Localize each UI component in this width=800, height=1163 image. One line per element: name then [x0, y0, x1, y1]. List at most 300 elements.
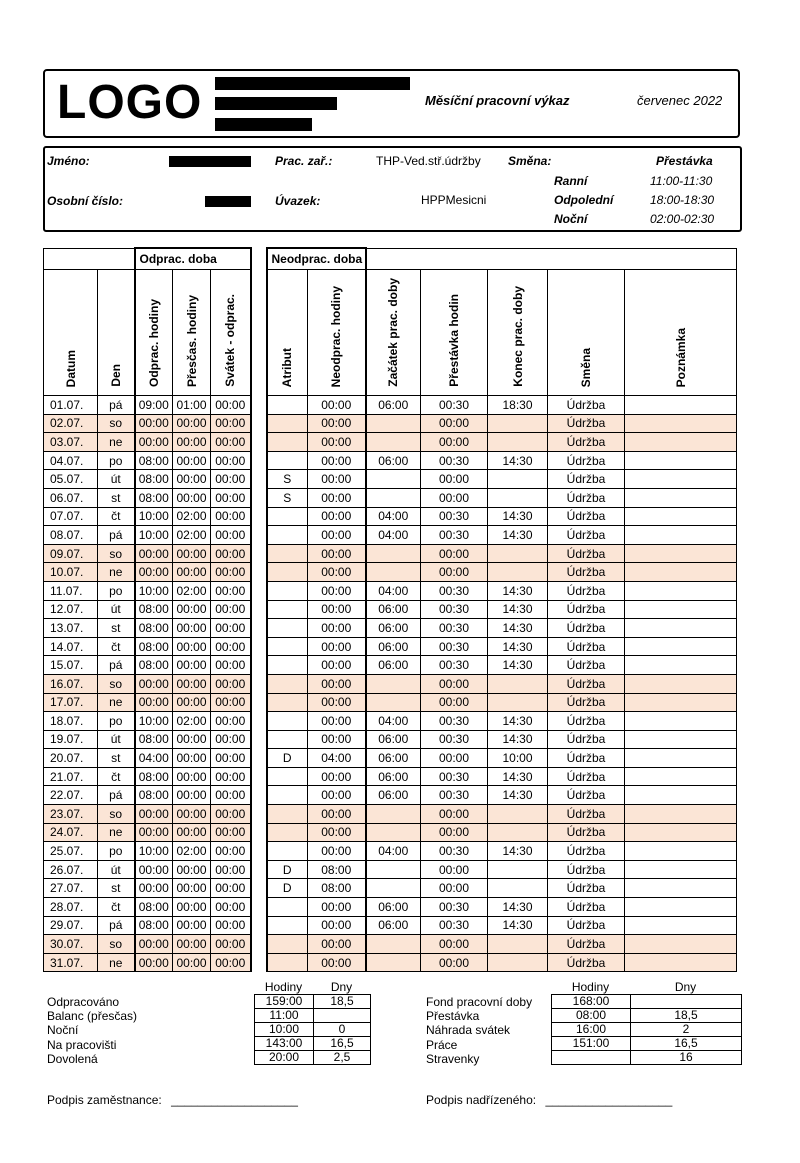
cell-unworked: 00:00: [308, 544, 366, 563]
cell-overtime: 00:00: [173, 619, 211, 638]
cell-end: 14:30: [488, 916, 548, 935]
cell-start: 06:00: [366, 619, 421, 638]
company-logo: LOGO: [57, 76, 203, 129]
cell-end: 14:30: [488, 656, 548, 675]
cell-overtime: 00:00: [173, 674, 211, 693]
cell-break: 00:00: [421, 563, 488, 582]
summary-hours: 10:00: [255, 1023, 314, 1037]
cell-break: 00:00: [421, 433, 488, 452]
cell-worked: 00:00: [135, 879, 173, 898]
cell-worked: 08:00: [135, 916, 173, 935]
cell-holiday: 00:00: [211, 507, 251, 526]
table-row: [44, 767, 737, 786]
group-empty: [44, 248, 135, 270]
cell-day: pá: [98, 396, 135, 415]
cell-shift: Údržba: [548, 712, 625, 731]
cell-start: [366, 879, 421, 898]
cell-unworked: 00:00: [308, 451, 366, 470]
cell-holiday: 00:00: [211, 730, 251, 749]
cell-day: ne: [98, 563, 135, 582]
cell-break: 00:30: [421, 396, 488, 415]
timesheet-rows: [44, 396, 737, 972]
table-row: [44, 786, 737, 805]
summary-row: [255, 1037, 371, 1051]
cell-end: 14:30: [488, 712, 548, 731]
summary-days: 16,5: [631, 1037, 742, 1051]
department-value: THP-Ved.stř.údržby: [376, 154, 481, 168]
cell-attribute: [267, 674, 308, 693]
cell-date: 06.07.: [44, 488, 98, 507]
cell-attribute: [267, 842, 308, 861]
manager-signature-line[interactable]: ___________________: [545, 1093, 673, 1107]
cell-break: 00:30: [421, 730, 488, 749]
employee-signature-line[interactable]: ___________________: [171, 1093, 298, 1107]
table-row: [44, 544, 737, 563]
summary-hours: 16:00: [552, 1023, 631, 1037]
cell-note: [625, 470, 737, 489]
cell-date: 19.07.: [44, 730, 98, 749]
summary-label: Fond pracovní doby: [426, 995, 533, 1009]
cell-unworked: 00:00: [308, 823, 366, 842]
cell-worked: 00:00: [135, 414, 173, 433]
cell-attribute: S: [267, 470, 308, 489]
cell-unworked: 00:00: [308, 600, 366, 619]
table-row: [44, 916, 737, 935]
cell-attribute: S: [267, 488, 308, 507]
cell-shift: Údržba: [548, 730, 625, 749]
cell-start: 04:00: [366, 507, 421, 526]
col-work-start: Začátek prac. doby: [366, 270, 421, 396]
cell-break: 00:00: [421, 693, 488, 712]
cell-break: 00:00: [421, 749, 488, 768]
summary-label: Noční: [47, 1023, 79, 1038]
cell-start: 06:00: [366, 730, 421, 749]
cell-day: pá: [98, 656, 135, 675]
cell-start: 06:00: [366, 786, 421, 805]
cell-break: 00:00: [421, 470, 488, 489]
table-row: [44, 842, 737, 861]
cell-unworked: 00:00: [308, 953, 366, 972]
load-value: HPPMesicni: [421, 193, 487, 207]
table-row: [44, 433, 737, 452]
cell-overtime: 00:00: [173, 433, 211, 452]
cell-end: 14:30: [488, 451, 548, 470]
cell-worked: 08:00: [135, 451, 173, 470]
cell-worked: 00:00: [135, 544, 173, 563]
cell-day: pá: [98, 526, 135, 545]
cell-shift: Údržba: [548, 656, 625, 675]
summary-days: 16: [631, 1051, 742, 1065]
cell-unworked: 00:00: [308, 470, 366, 489]
cell-shift: Údržba: [548, 749, 625, 768]
cell-end: 14:30: [488, 767, 548, 786]
cell-overtime: 00:00: [173, 935, 211, 954]
cell-worked: 08:00: [135, 730, 173, 749]
cell-date: 02.07.: [44, 414, 98, 433]
cell-start: [366, 674, 421, 693]
cell-day: út: [98, 730, 135, 749]
cell-end: 14:30: [488, 637, 548, 656]
cell-attribute: [267, 805, 308, 824]
cell-overtime: 00:00: [173, 637, 211, 656]
cell-start: 06:00: [366, 898, 421, 917]
cell-shift: Údržba: [548, 842, 625, 861]
cell-end: [488, 693, 548, 712]
cell-start: 04:00: [366, 712, 421, 731]
cell-unworked: 00:00: [308, 526, 366, 545]
table-row: [44, 656, 737, 675]
cell-holiday: 00:00: [211, 842, 251, 861]
cell-start: [366, 488, 421, 507]
summary-hours: 143:00: [255, 1037, 314, 1051]
cell-shift: Údržba: [548, 488, 625, 507]
summary-hours: 159:00: [255, 995, 314, 1009]
cell-shift: Údržba: [548, 674, 625, 693]
cell-unworked: 00:00: [308, 786, 366, 805]
cell-unworked: 00:00: [308, 842, 366, 861]
employee-signature-label: Podpis zaměstnance:: [47, 1093, 162, 1107]
col-day: Den: [98, 270, 135, 396]
cell-shift: Údržba: [548, 396, 625, 415]
cell-worked: 08:00: [135, 656, 173, 675]
cell-holiday: 00:00: [211, 581, 251, 600]
summary-row: [552, 1023, 742, 1037]
table-row: [44, 898, 737, 917]
cell-holiday: 00:00: [211, 823, 251, 842]
cell-start: 06:00: [366, 749, 421, 768]
cell-holiday: 00:00: [211, 451, 251, 470]
cell-day: čt: [98, 507, 135, 526]
cell-shift: Údržba: [548, 786, 625, 805]
table-row: [44, 879, 737, 898]
cell-day: ne: [98, 823, 135, 842]
cell-date: 10.07.: [44, 563, 98, 582]
cell-start: [366, 693, 421, 712]
cell-day: so: [98, 544, 135, 563]
cell-end: [488, 563, 548, 582]
table-row: [44, 693, 737, 712]
cell-note: [625, 619, 737, 638]
shift-break-night: 02:00-02:30: [650, 212, 715, 226]
summary-days: 2,5: [314, 1051, 371, 1065]
cell-start: [366, 470, 421, 489]
cell-unworked: 00:00: [308, 693, 366, 712]
cell-note: [625, 396, 737, 415]
cell-date: 05.07.: [44, 470, 98, 489]
cell-date: 14.07.: [44, 637, 98, 656]
summary-days: 2: [631, 1023, 742, 1037]
cell-overtime: 01:00: [173, 396, 211, 415]
cell-day: st: [98, 879, 135, 898]
cell-day: út: [98, 470, 135, 489]
cell-shift: Údržba: [548, 935, 625, 954]
cell-attribute: [267, 767, 308, 786]
cell-break: 00:00: [421, 488, 488, 507]
col-worked-hours: Odprac. hodiny: [135, 270, 173, 396]
cell-break: 00:30: [421, 786, 488, 805]
cell-worked: 00:00: [135, 823, 173, 842]
cell-end: 14:30: [488, 730, 548, 749]
summary-label: Náhrada svátek: [426, 1023, 511, 1038]
summary-row: [552, 1009, 742, 1023]
summary-days: [631, 995, 742, 1009]
cell-holiday: 00:00: [211, 526, 251, 545]
cell-date: 04.07.: [44, 451, 98, 470]
cell-date: 24.07.: [44, 823, 98, 842]
cell-break: 00:30: [421, 842, 488, 861]
cell-overtime: 00:00: [173, 563, 211, 582]
cell-date: 23.07.: [44, 805, 98, 824]
cell-shift: Údržba: [548, 470, 625, 489]
summary-row: [255, 1023, 371, 1037]
cell-day: ne: [98, 693, 135, 712]
cell-unworked: 00:00: [308, 730, 366, 749]
summary-row: [552, 1051, 742, 1065]
summary-days: 18,5: [314, 995, 371, 1009]
employee-info: [43, 146, 742, 232]
report-month: červenec 2022: [637, 93, 723, 108]
load-label: Úvazek:: [275, 194, 321, 208]
cell-attribute: D: [267, 749, 308, 768]
cell-unworked: 00:00: [308, 507, 366, 526]
cell-worked: 00:00: [135, 953, 173, 972]
cell-note: [625, 581, 737, 600]
cell-overtime: 00:00: [173, 600, 211, 619]
cell-unworked: 00:00: [308, 805, 366, 824]
redacted-name: [169, 156, 251, 167]
cell-day: so: [98, 805, 135, 824]
cell-attribute: [267, 823, 308, 842]
cell-attribute: [267, 619, 308, 638]
cell-break: 00:00: [421, 935, 488, 954]
cell-holiday: 00:00: [211, 544, 251, 563]
cell-start: 04:00: [366, 842, 421, 861]
table-row: [44, 526, 737, 545]
cell-overtime: 00:00: [173, 749, 211, 768]
cell-end: 10:00: [488, 749, 548, 768]
cell-date: 01.07.: [44, 396, 98, 415]
redacted-company-line-3: [215, 118, 312, 131]
cell-date: 22.07.: [44, 786, 98, 805]
cell-end: [488, 544, 548, 563]
cell-holiday: 00:00: [211, 470, 251, 489]
cell-break: 00:30: [421, 526, 488, 545]
cell-start: 06:00: [366, 767, 421, 786]
cell-overtime: 00:00: [173, 544, 211, 563]
cell-note: [625, 637, 737, 656]
cell-attribute: [267, 916, 308, 935]
cell-holiday: 00:00: [211, 600, 251, 619]
summary-label: Dovolená: [47, 1051, 98, 1066]
cell-worked: 00:00: [135, 563, 173, 582]
summary-right-hours-header: Hodiny: [571, 980, 610, 994]
cell-start: [366, 433, 421, 452]
cell-worked: 09:00: [135, 396, 173, 415]
cell-holiday: 00:00: [211, 860, 251, 879]
cell-unworked: 00:00: [308, 674, 366, 693]
cell-worked: 08:00: [135, 600, 173, 619]
cell-note: [625, 563, 737, 582]
cell-end: [488, 860, 548, 879]
summary-right-table: [551, 994, 742, 1065]
timesheet-table: [43, 247, 737, 972]
cell-attribute: [267, 526, 308, 545]
cell-end: 14:30: [488, 581, 548, 600]
cell-worked: 10:00: [135, 842, 173, 861]
cell-day: st: [98, 488, 135, 507]
table-row: [44, 581, 737, 600]
cell-worked: 08:00: [135, 619, 173, 638]
cell-break: 00:00: [421, 805, 488, 824]
break-label: Přestávka: [656, 154, 713, 168]
summary-days: 16,5: [314, 1037, 371, 1051]
cell-start: [366, 953, 421, 972]
cell-overtime: 00:00: [173, 730, 211, 749]
summary-days: [314, 1009, 371, 1023]
cell-shift: Údržba: [548, 953, 625, 972]
table-row: [44, 953, 737, 972]
cell-note: [625, 433, 737, 452]
manager-signature-label: Podpis nadřízeného:: [426, 1093, 537, 1107]
cell-shift: Údržba: [548, 916, 625, 935]
cell-end: 14:30: [488, 600, 548, 619]
cell-worked: 08:00: [135, 488, 173, 507]
cell-end: 14:30: [488, 507, 548, 526]
table-row: [44, 674, 737, 693]
cell-attribute: [267, 581, 308, 600]
table-row: [44, 935, 737, 954]
cell-unworked: 00:00: [308, 712, 366, 731]
cell-break: 00:00: [421, 544, 488, 563]
cell-end: 18:30: [488, 396, 548, 415]
table-row: [44, 414, 737, 433]
cell-note: [625, 860, 737, 879]
cell-break: 00:30: [421, 581, 488, 600]
cell-start: 06:00: [366, 637, 421, 656]
department-label: Prac. zař.:: [275, 154, 333, 168]
cell-holiday: 00:00: [211, 433, 251, 452]
cell-overtime: 00:00: [173, 823, 211, 842]
summary-left-hours-header: Hodiny: [264, 980, 303, 994]
summary-row: [552, 1037, 742, 1051]
cell-end: [488, 414, 548, 433]
table-row: [44, 563, 737, 582]
cell-start: 04:00: [366, 526, 421, 545]
table-row: [44, 637, 737, 656]
cell-end: 14:30: [488, 526, 548, 545]
cell-break: 00:00: [421, 860, 488, 879]
cell-worked: 00:00: [135, 805, 173, 824]
cell-end: 14:30: [488, 898, 548, 917]
cell-date: 07.07.: [44, 507, 98, 526]
cell-day: ne: [98, 433, 135, 452]
cell-shift: Údržba: [548, 526, 625, 545]
cell-day: so: [98, 935, 135, 954]
cell-unworked: 00:00: [308, 637, 366, 656]
cell-attribute: [267, 712, 308, 731]
cell-worked: 00:00: [135, 693, 173, 712]
cell-shift: Údržba: [548, 693, 625, 712]
cell-day: so: [98, 414, 135, 433]
cell-note: [625, 674, 737, 693]
cell-holiday: 00:00: [211, 749, 251, 768]
cell-date: 12.07.: [44, 600, 98, 619]
cell-start: [366, 414, 421, 433]
cell-date: 26.07.: [44, 860, 98, 879]
summary-hours: [552, 1051, 631, 1065]
cell-day: ne: [98, 953, 135, 972]
personal-number-label: Osobní číslo:: [47, 194, 124, 208]
cell-holiday: 00:00: [211, 637, 251, 656]
col-date: Datum: [44, 270, 98, 396]
group-empty-right: [366, 248, 737, 270]
cell-note: [625, 935, 737, 954]
table-row: [44, 396, 737, 415]
cell-note: [625, 730, 737, 749]
cell-note: [625, 842, 737, 861]
cell-shift: Údržba: [548, 600, 625, 619]
cell-worked: 08:00: [135, 470, 173, 489]
cell-day: st: [98, 749, 135, 768]
table-row: [44, 805, 737, 824]
redacted-company-line-1: [215, 77, 410, 90]
cell-note: [625, 414, 737, 433]
summary-left-table: [254, 994, 371, 1065]
cell-break: 00:30: [421, 916, 488, 935]
cell-break: 00:00: [421, 879, 488, 898]
cell-unworked: 00:00: [308, 581, 366, 600]
cell-start: [366, 935, 421, 954]
cell-break: 00:30: [421, 767, 488, 786]
cell-start: 06:00: [366, 600, 421, 619]
col-shift: Směna: [548, 270, 625, 396]
cell-note: [625, 953, 737, 972]
summary-left-days-header: Dny: [330, 980, 353, 994]
cell-shift: Údržba: [548, 767, 625, 786]
cell-overtime: 02:00: [173, 507, 211, 526]
summary-label: Práce: [426, 1037, 458, 1052]
cell-attribute: [267, 730, 308, 749]
cell-unworked: 00:00: [308, 488, 366, 507]
cell-holiday: 00:00: [211, 656, 251, 675]
summary-label: Přestávka: [426, 1009, 480, 1024]
cell-break: 00:30: [421, 619, 488, 638]
cell-worked: 10:00: [135, 712, 173, 731]
cell-break: 00:30: [421, 507, 488, 526]
cell-unworked: 00:00: [308, 767, 366, 786]
cell-date: 28.07.: [44, 898, 98, 917]
cell-attribute: [267, 433, 308, 452]
cell-unworked: 00:00: [308, 396, 366, 415]
cell-day: pá: [98, 786, 135, 805]
cell-unworked: 00:00: [308, 656, 366, 675]
cell-worked: 04:00: [135, 749, 173, 768]
cell-worked: 08:00: [135, 786, 173, 805]
col-attribute: Atribut: [267, 270, 308, 396]
cell-overtime: 00:00: [173, 656, 211, 675]
table-row: [44, 488, 737, 507]
cell-holiday: 00:00: [211, 786, 251, 805]
cell-note: [625, 693, 737, 712]
cell-break: 00:30: [421, 712, 488, 731]
summary-hours: 08:00: [552, 1009, 631, 1023]
cell-note: [625, 544, 737, 563]
cell-break: 00:30: [421, 637, 488, 656]
summary-days: 0: [314, 1023, 371, 1037]
shift-break-morning: 11:00-11:30: [650, 174, 713, 188]
cell-end: [488, 823, 548, 842]
cell-holiday: 00:00: [211, 488, 251, 507]
